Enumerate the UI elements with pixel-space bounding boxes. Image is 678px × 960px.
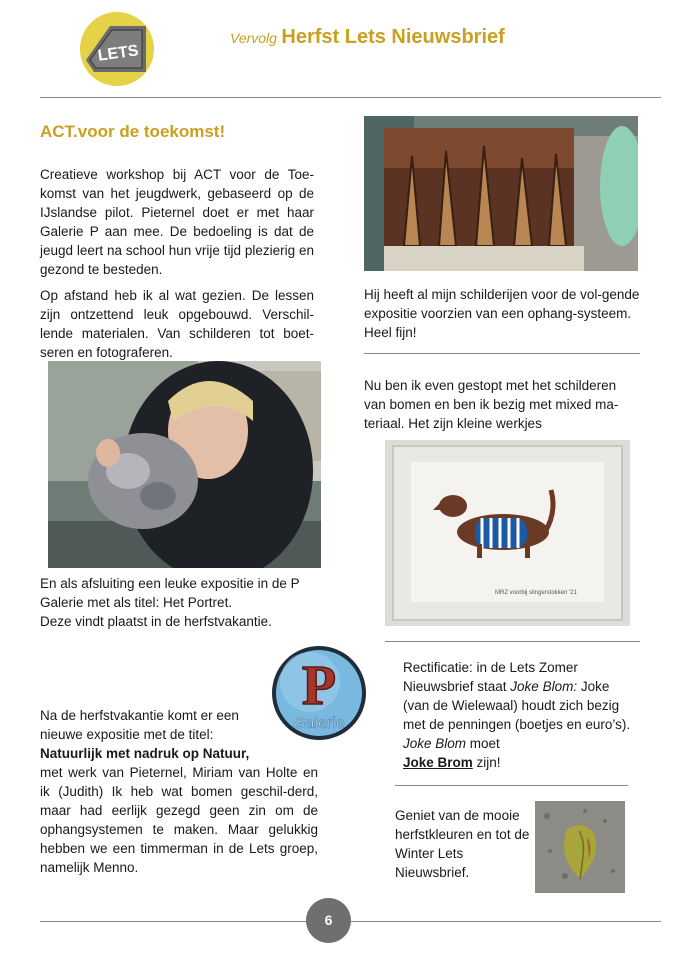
rectification: [403, 658, 635, 772]
header-newsletter-title: Herfst Lets Nieuwsbrief: [281, 26, 505, 48]
svg-text:Galerie: Galerie: [293, 715, 345, 732]
photo-framed-dachshund: [385, 440, 630, 626]
rectification-correct-name: Joke Brom: [403, 755, 473, 770]
lets-logo-icon: [80, 12, 154, 86]
next-expo-title: Natuurlijk met nadruk op Natuur,: [40, 746, 250, 761]
rectification-prefix: Rectificatie: in de Lets Zomer Nieuwsbrief staat: [403, 660, 578, 694]
caption-ophangsysteem: Hij heeft al mijn schilderijen voor de vol-gende expositie voorzien van een ophang-systeem. Heel fijn!: [364, 287, 640, 340]
rectification-zijn: zijn!: [472, 755, 501, 770]
next-expo-intro: Na de herfstvakantie komt er een nieuwe expositie met de titel:: [40, 708, 239, 742]
header-title: [230, 26, 505, 49]
closing-line-1: En als afsluiting een leuke expositie in de P Galerie met als titel: Het Portret.: [40, 576, 300, 610]
header-prefix: Vervolg: [230, 30, 277, 46]
article-intro: Creatieve workshop bij ACT voor de Toe-komst van het jeugdwerk, gebaseerd op de IJslandse pilot. Pieternel doet er met haar Galerie P aan mee. De bedoeling is dat de jeugd leert na school hun vrije tijd plezierig en gezond te besteden.: [40, 167, 314, 277]
lets-logo: [80, 12, 154, 86]
right-divider-1: [364, 353, 640, 354]
photo-autumn-leaf: [535, 801, 625, 893]
galerie-p-icon: [270, 644, 368, 742]
galerie-p-badge: [270, 644, 368, 742]
rectification-moet: moet: [466, 736, 500, 751]
next-expo-text: met werk van Pieternel, Miriam van Holte en ik (Judith) Ik heb wat bomen geschil-derd, maar had eerlijk gezegd geen zin om de ophangsystemen te maken. Maar gelukkig hebben we een timmerman in de Lets groep, namelijk Menno.: [40, 765, 318, 875]
photo-girl-sculpting: [48, 361, 321, 568]
header-divider: [40, 97, 661, 98]
closing-line-2: Deze vindt plaatst in de herfstvakantie.: [40, 614, 272, 629]
svg-text:P: P: [301, 655, 337, 717]
svg-text:LETS: LETS: [96, 42, 140, 65]
article-closing: [40, 574, 330, 631]
right-divider-3: [395, 785, 628, 786]
frame-signature: MRZ voorbij slingerstokken '21: [495, 590, 577, 596]
right-divider-2: [385, 641, 640, 642]
photo-tree-paintings: [364, 116, 638, 271]
page-number: 6: [306, 898, 351, 943]
article-para2: Op afstand heb ik al wat gezien. De lessen zijn ontzettend leuk opgebouwd. Verschil-lende materialen. Van schilderen tot boet-seren en fotograferen.: [40, 288, 314, 360]
caption-mixed-media: Nu ben ik even gestopt met het schilderen van bomen en ben ik bezig met mixed ma-teriaal. Het zijn kleine werkjes: [364, 378, 619, 431]
rectification-text: Joke (van de Wielewaal) houdt zich bezig met de penningen (boetjes en euro’s).: [403, 679, 631, 732]
rectification-wrong-name-2: Joke Blom: [403, 736, 467, 751]
rectification-wrong-name: Joke Blom:: [510, 679, 578, 694]
closing-greeting: Geniet van de mooie herfstkleuren en tot de Winter Lets Nieuwsbrief.: [395, 808, 530, 880]
article-heading: ACT.voor de toekomst!: [40, 122, 226, 141]
